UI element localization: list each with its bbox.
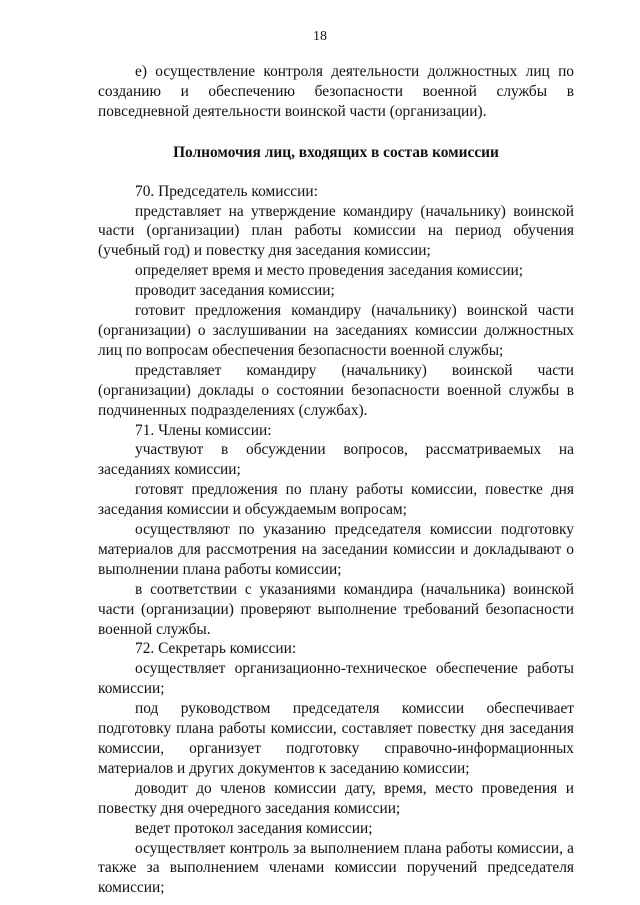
- item-paragraph: готовит предложения командиру (начальнику) воинской части (организации) о заслушивании на заседаниях комиссии должностных лиц по вопросам обеспечения безопасности военной службы;: [98, 302, 574, 359]
- item-paragraph: осуществляет организационно-техническое обеспечение работы комиссии;: [98, 660, 574, 698]
- item-paragraph: в соответствии с указаниями командира (начальника) воинской части (организации) проверяют выполнение требований безопасности военной службы.: [98, 580, 574, 638]
- item-71: [98, 421, 574, 640]
- item-paragraph: представляет на утверждение командиру (начальнику) воинской части (организации) план работы комиссии на период обучения (учебный год) и повестку дня заседания комиссии;: [98, 202, 574, 260]
- item-paragraph: участвуют в обсуждении вопросов, рассматриваемых на заседаниях комиссии;: [98, 441, 574, 479]
- page-number: 18: [313, 29, 327, 44]
- item-paragraph: проводит заседания комиссии;: [135, 282, 335, 300]
- page-content: [98, 62, 574, 898]
- item-paragraph: под руководством председателя комиссии обеспечивает подготовку плана работы комиссии, составляет повестку дня заседания комиссии, организует подготовку справочно-информационных материалов и других документов к заседанию комиссии;: [98, 700, 574, 777]
- item-72: [98, 639, 574, 898]
- item-heading: 70. Председатель комиссии:: [135, 182, 318, 200]
- item-paragraph: ведет протокол заседания комиссии;: [135, 819, 373, 837]
- intro-paragraph: е) осуществление контроля деятельности должностных лиц по созданию и обеспечению безопасности военной службы в повседневной деятельности воинской части (организации).: [98, 63, 574, 120]
- item-paragraph: представляет командиру (начальнику) воинской части (организации) доклады о состоянии безопасности военной службы в подчиненных подразделениях (службах).: [98, 361, 574, 419]
- item-70: [98, 182, 574, 421]
- item-paragraph: доводит до членов комиссии дату, время, место проведения и повестку дня очередного заседания комиссии;: [98, 779, 574, 817]
- item-heading: 71. Члены комиссии:: [135, 421, 272, 439]
- item-paragraph: готовят предложения по плану работы комиссии, повестке дня заседания комиссии и обсуждаемым вопросам;: [98, 481, 574, 519]
- item-paragraph: определяет время и место проведения заседания комиссии;: [135, 262, 524, 280]
- item-paragraph: осуществляют по указанию председателя комиссии подготовку материалов для рассмотрения на заседании комиссии и докладывают о выполнении плана работы комиссии;: [98, 521, 574, 578]
- item-paragraph: осуществляет контроль за выполнением плана работы комиссии, а также за выполнением членами комиссии поручений председателя комиссии;: [98, 839, 574, 897]
- section-heading: Полномочия лиц, входящих в состав комиссии: [173, 143, 499, 161]
- item-heading: 72. Секретарь комиссии:: [135, 640, 297, 658]
